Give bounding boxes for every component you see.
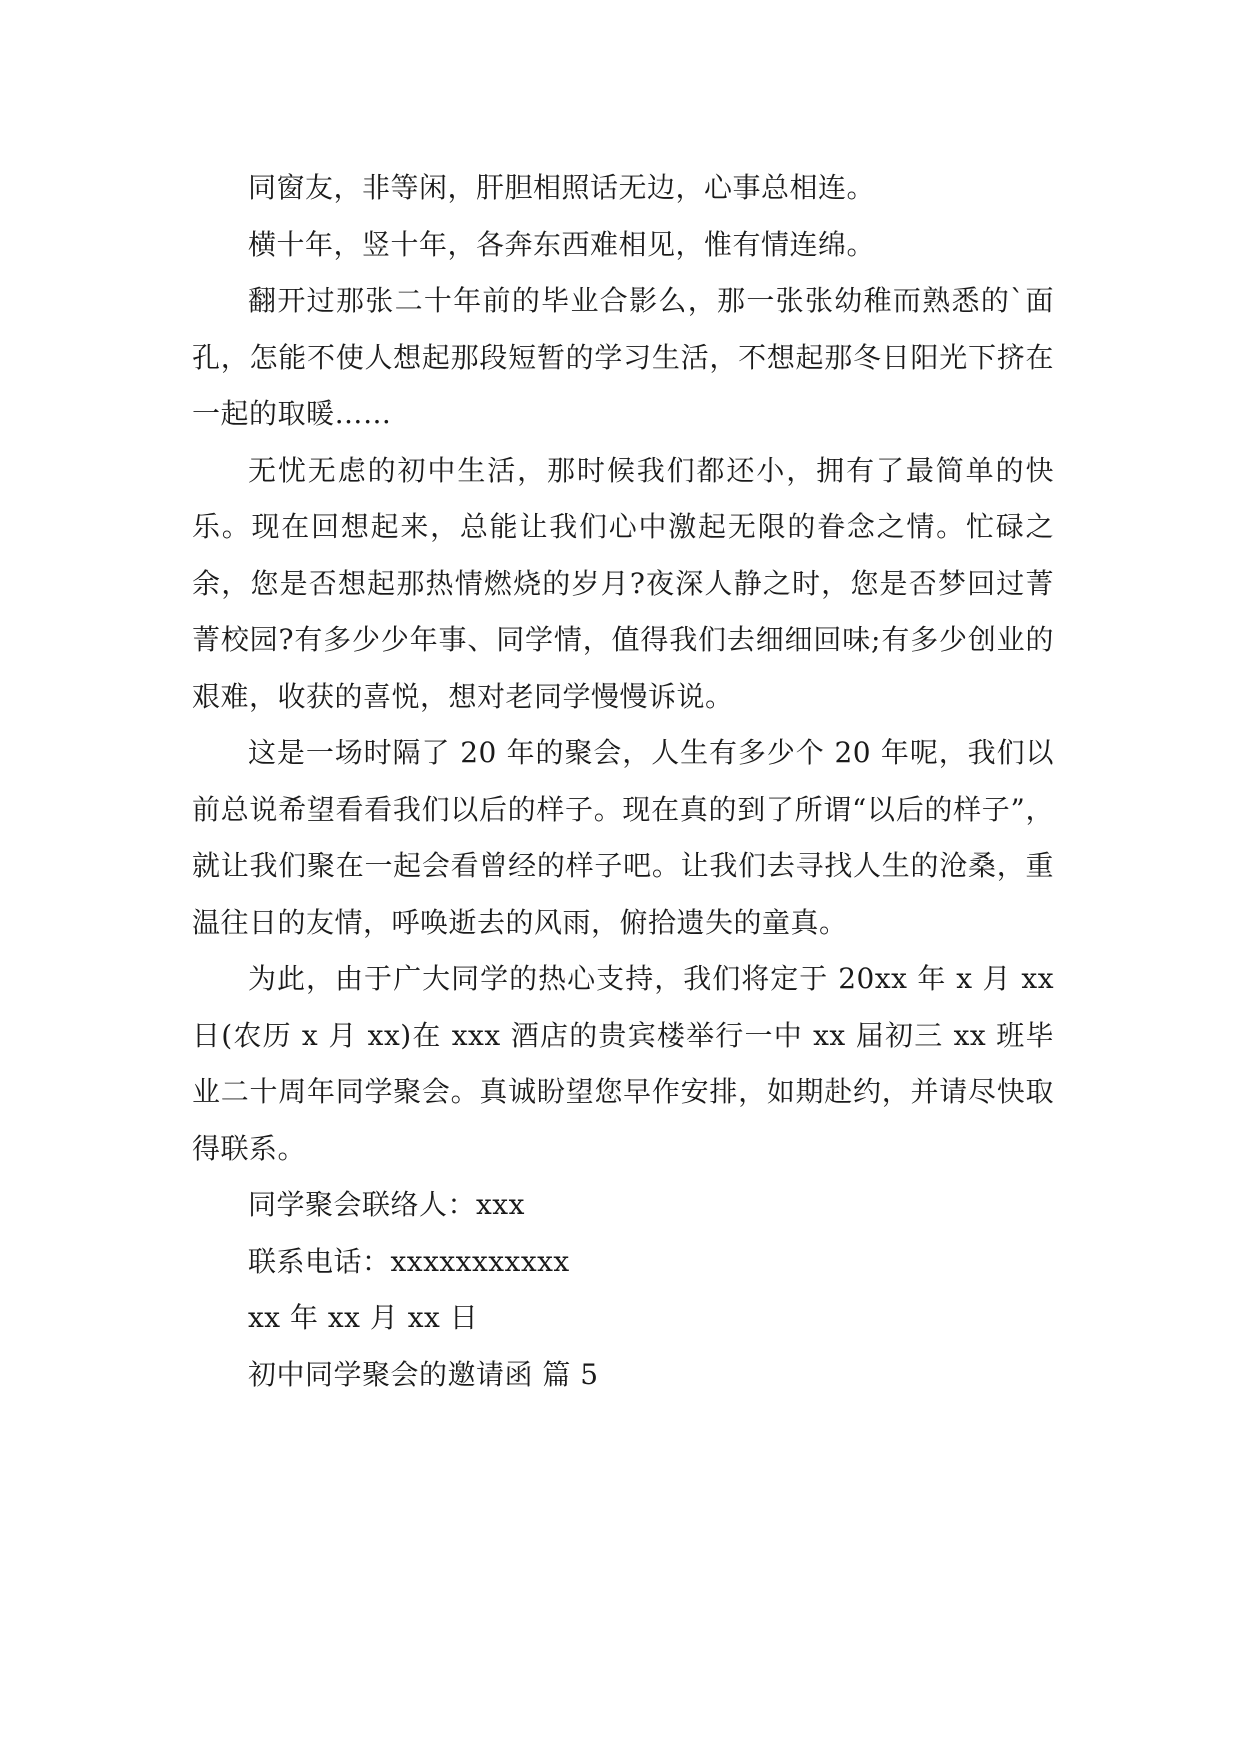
contact-person: 同学聚会联络人：xxx — [248, 1188, 525, 1221]
paragraph-3: 翻开过那张二十年前的毕业合影么，那一张张幼稚而熟悉的`面孔，怎能不使人想起那段短暂的学习生活，不想起那冬日阳光下挤在一起的取暖…… — [192, 284, 1054, 430]
contact-phone: 联系电话：xxxxxxxxxxx — [248, 1244, 570, 1278]
paragraph-4: 无忧无虑的初中生活，那时候我们都还小，拥有了最简单的快乐。现在回想起来，总能让我们心中激起无限的眷念之情。忙碌之余，您是否想起那热情燃烧的岁月?夜深人静之时，您是否梦回过菁菁校园?有多少少年事、同学情，值得我们去细细回味;有多少创业的艰难，收获的喜悦，想对老同学慢慢诉说。 — [192, 453, 1054, 713]
paragraph-5: 这是一场时隔了 20 年的聚会，人生有多少个 20 年呢，我们以前总说希望看看我们以后的样子。现在真的到了所谓“以后的样子”，就让我们聚在一起会看曾经的样子吧。让我们去寻找人生的沧桑，重温往日的友情，呼唤逝去的风雨，俯拾遗失的童真。 — [192, 736, 1054, 939]
next-section-title: 初中同学聚会的邀请函 篇 5 — [248, 1357, 599, 1391]
date-line: xx 年 xx 月 xx 日 — [248, 1301, 479, 1334]
paragraph-6: 为此，由于广大同学的热心支持，我们将定于 20xx 年 x 月 xx 日(农历 x 月 xx)在 xxx 酒店的贵宾楼举行一中 xx 届初三 xx 班毕业二十周年同学聚会。真诚盼望您早作安排，如期赴约，并请尽快取得联系。 — [192, 962, 1054, 1165]
paragraph-1: 同窗友，非等闲，肝胆相照话无边，心事总相连。 — [248, 171, 876, 204]
paragraph-2: 横十年，竖十年，各奔东西难相见，惟有情连绵。 — [248, 227, 876, 261]
document-body — [192, 160, 1054, 1403]
